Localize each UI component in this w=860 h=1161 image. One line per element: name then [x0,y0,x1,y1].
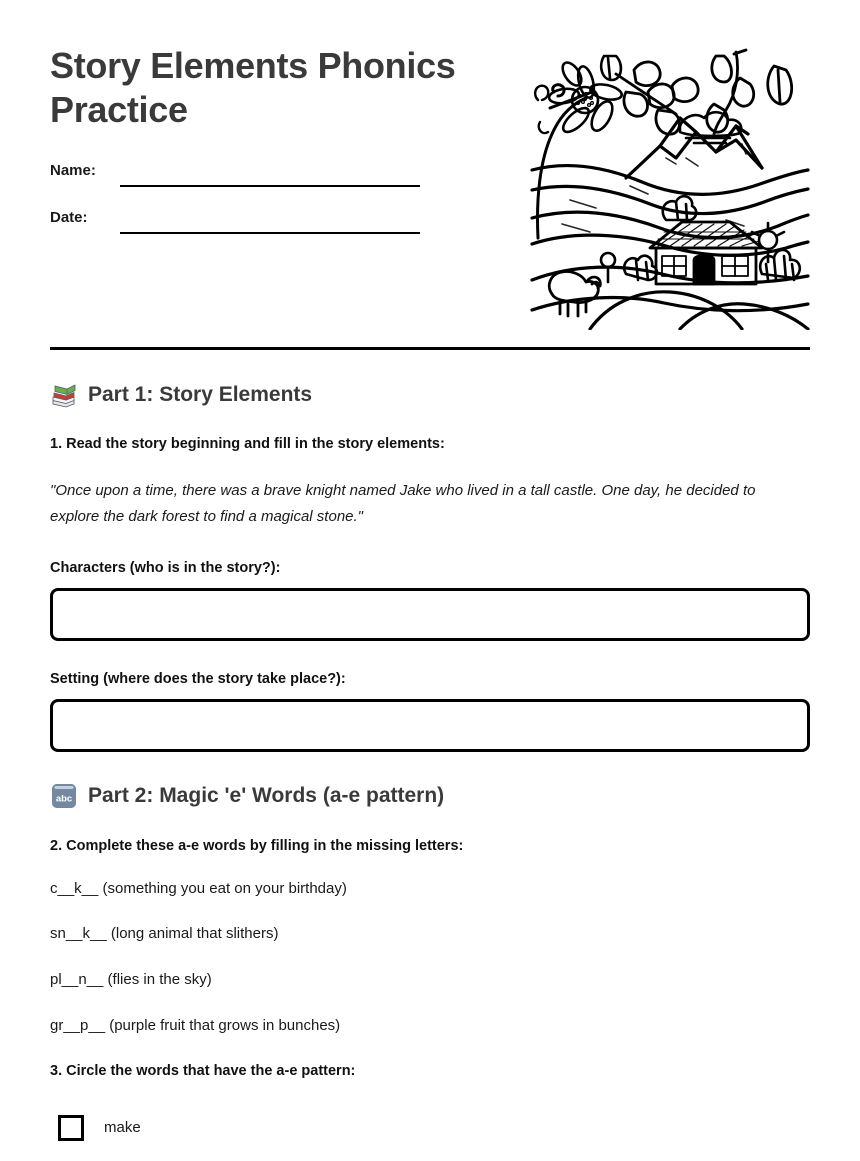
setting-prompt-label: Setting (where does the story take place?): [50,670,346,687]
student-fields [50,162,510,256]
word-prompt-2: sn__k__ (long animal that slithers) [50,925,279,943]
part2-heading-text: Part 2: Magic 'e' Words (a-e pattern) [88,784,445,808]
date-field-label: Date: [50,209,88,226]
setting-answer-box[interactable] [50,699,810,752]
title-block [50,44,510,132]
books-icon [50,380,78,408]
header-divider [50,347,810,350]
part2-question-2: 2. Complete these a-e words by filling in the missing letters: [50,837,464,854]
name-field-label: Name: [50,162,96,179]
countryside-coloring-illustration [530,48,810,330]
name-field-row [50,162,510,209]
word-prompt-4: gr__p__ (purple fruit that grows in bunches) [50,1016,341,1034]
svg-text:abc: abc [55,793,73,805]
date-field-writing-line[interactable] [120,232,420,234]
circle-word-row-make[interactable] [58,1115,810,1141]
word-prompt-1: c__k__ (something you eat on your birthday) [50,879,347,897]
date-field-row [50,209,510,256]
abc-icon [50,782,78,810]
characters-prompt-label: Characters (who is in the story?): [50,559,281,576]
name-field-writing-line[interactable] [120,185,420,187]
checkbox-make[interactable] [58,1115,84,1141]
worksheet-header [50,44,810,334]
page-title: Story Elements Phonics Practice [50,45,456,130]
part2-heading [50,782,810,810]
story-passage: "Once upon a time, there was a brave knight named Jake who lived in a tall castle. One day, he decided to explore the dark forest to find a magical stone." [50,482,756,525]
word-prompt-3: pl__n__ (flies in the sky) [50,971,212,989]
part1-heading [50,380,810,408]
part1-question-1: 1. Read the story beginning and fill in the story elements: [50,436,445,452]
worksheet-content [50,380,810,1141]
characters-answer-box[interactable] [50,588,810,641]
circle-word-label: make [104,1119,141,1137]
part1-heading-text: Part 1: Story Elements [88,382,313,406]
part2-question-3: 3. Circle the words that have the a-e pattern: [50,1062,356,1079]
